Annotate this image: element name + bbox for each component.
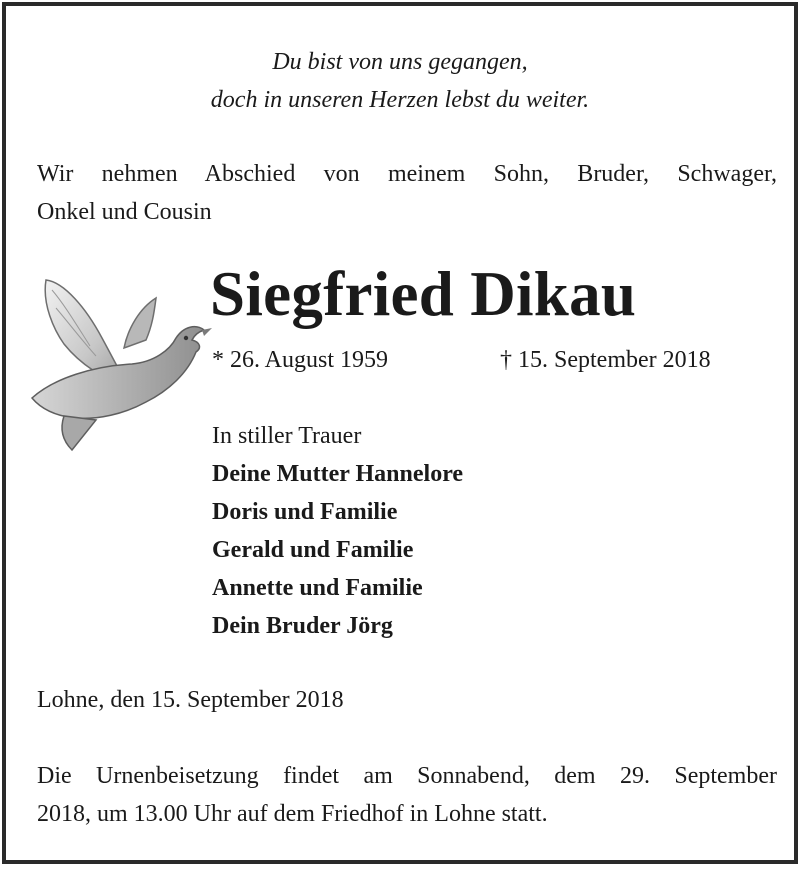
- mourner-name: Deine Mutter Hannelore: [212, 461, 464, 487]
- dove-back-wing: [124, 298, 156, 348]
- motto-line-2: doch in unseren Herzen lebst du weiter.: [210, 87, 590, 113]
- burial-info-line-1: Die Urnenbeisetzung findet am Sonnabend, dem 29. September: [37, 763, 777, 789]
- birth-date: * 26. August 1959: [212, 347, 389, 373]
- intro-line-2: Onkel und Cousin: [37, 199, 212, 225]
- mourner-name: Annette und Familie: [212, 575, 423, 601]
- burial-info-line-2: 2018, um 13.00 Uhr auf dem Friedhof in Lohne statt.: [37, 801, 548, 827]
- intro-line-1: Wir nehmen Abschied von meinem Sohn, Bruder, Schwager,: [37, 161, 777, 187]
- dove-icon: [24, 268, 214, 458]
- motto-line-1: Du bist von uns gegangen,: [272, 49, 528, 75]
- mourner-name: Dein Bruder Jörg: [212, 613, 393, 639]
- dove-tail: [62, 416, 96, 450]
- place-and-date: Lohne, den 15. September 2018: [37, 687, 344, 713]
- obituary-notice: [2, 2, 798, 864]
- mourner-name: Gerald und Familie: [212, 537, 414, 563]
- death-date: † 15. September 2018: [500, 347, 711, 373]
- mourners-intro: In stiller Trauer: [212, 423, 362, 449]
- deceased-name: Siegfried Dikau: [210, 259, 637, 329]
- dove-eye: [184, 336, 188, 340]
- dove-body: [32, 327, 204, 419]
- mourner-name: Doris und Familie: [212, 499, 398, 525]
